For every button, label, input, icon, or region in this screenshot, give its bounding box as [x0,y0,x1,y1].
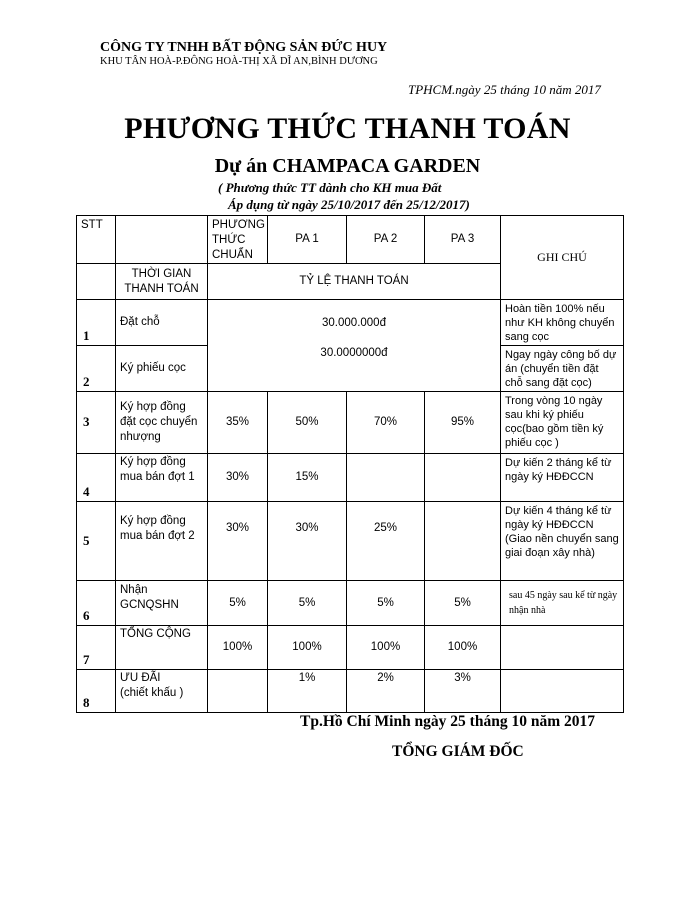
row-value: 5% [268,581,347,626]
row-value: 50% [268,392,347,454]
row-label: Nhận GCNQSHN [116,581,208,626]
header-thoi-gian: THỜI GIAN THANH TOÁN [116,264,208,300]
row-value: 100% [268,626,347,670]
row-merged-value: 30.000.000đ [322,317,386,329]
document-date: TPHCM.ngày 25 tháng 10 năm 2017 [408,82,601,97]
header-pa3: PA 3 [425,216,501,264]
company-address: KHU TÂN HOÀ-P.ĐÔNG HOÀ-THỊ XÃ DĨ AN,BÌNH DƯƠNG [100,56,378,67]
row-label: Ký phiếu cọc [116,346,208,392]
row-note: Dự kiến 2 tháng kể từ ngày ký HĐĐCCN [501,454,624,502]
row-value: 100% [347,626,425,670]
row-note: Trong vòng 10 ngày sau khi ký phiếu cọc(bao gồm tiền ký phiếu cọc ) [501,392,624,454]
row-value: 1% [268,670,347,713]
row-label: Ký hợp đồng mua bán đợt 2 [116,502,208,581]
footer-date: Tp.Hồ Chí Minh ngày 25 tháng 10 năm 2017 [300,713,595,730]
row-stt: 4 [77,454,116,502]
row-value: 100% [208,626,268,670]
deposit-amount-cell [208,300,501,392]
row-value: 70% [347,392,425,454]
row-value: 5% [347,581,425,626]
company-name: CÔNG TY TNHH BẤT ĐỘNG SẢN ĐỨC HUY [100,40,388,55]
row-note: Hoàn tiền 100% nếu như KH không chuyển sang cọc [501,300,624,346]
row-value: 35% [208,392,268,454]
header-pa1: PA 1 [268,216,347,264]
row-value: 30% [208,454,268,502]
header-empty [116,216,208,264]
row-value [347,454,425,502]
row-stt: 8 [77,670,116,713]
header-ty-le: TỶ LỆ THANH TOÁN [208,264,501,300]
subtitle-scope: ( Phương thức TT dành cho KH mua Đất [218,180,442,195]
row-note [501,670,624,713]
row-value: 3% [425,670,501,713]
row-value: 30% [268,502,347,581]
row-stt: 5 [77,502,116,581]
header-pa2: PA 2 [347,216,425,264]
row-value: 95% [425,392,501,454]
document-title: PHƯƠNG THỨC THANH TOÁN [124,112,571,145]
row-value [208,670,268,713]
row-value [425,502,501,581]
row-stt: 2 [77,346,116,392]
row-value: 30% [208,502,268,581]
header-stt: STT [77,216,116,264]
row-value: 15% [268,454,347,502]
row-value: 25% [347,502,425,581]
row-value: 5% [425,581,501,626]
row-stt: 7 [77,626,116,670]
row-note: sau 45 ngày sau kể từ ngày nhận nhà [501,581,624,626]
row-label: TỔNG CỘNG [116,626,208,670]
row-label: Ký hợp đồng mua bán đợt 1 [116,454,208,502]
row-stt: 1 [77,300,116,346]
header-phuong-thuc: PHƯƠNG THỨC CHUẨN [208,216,268,264]
payment-table [76,215,624,713]
signature-title: TỔNG GIÁM ĐỐC [392,743,524,760]
row-stt: 6 [77,581,116,626]
row-merged-value: 30.0000000đ [320,347,388,359]
project-name: Dự án CHAMPACA GARDEN [214,155,481,177]
header-stt-blank [77,264,116,300]
row-note: Dự kiến 4 tháng kể từ ngày ký HĐĐCCN (Giao nền chuyển sang giai đoạn xây nhà) [501,502,624,581]
row-stt: 3 [77,392,116,454]
row-value: 100% [425,626,501,670]
row-label: Ký hợp đồng đặt cọc chuyển nhượng [116,392,208,454]
row-value: 2% [347,670,425,713]
header-ghi-chu: GHI CHÚ [501,216,624,300]
row-note [501,626,624,670]
row-label: Đặt chỗ [116,300,208,346]
row-value: 5% [208,581,268,626]
row-value [425,454,501,502]
subtitle-period: Áp dụng từ ngày 25/10/2017 đến 25/12/2017) [228,197,470,212]
row-label: ƯU ĐÃI (chiết khấu ) [116,670,208,713]
row-note: Ngay ngày công bố dự án (chuyển tiền đặt chỗ sang đặt cọc) [501,346,624,392]
